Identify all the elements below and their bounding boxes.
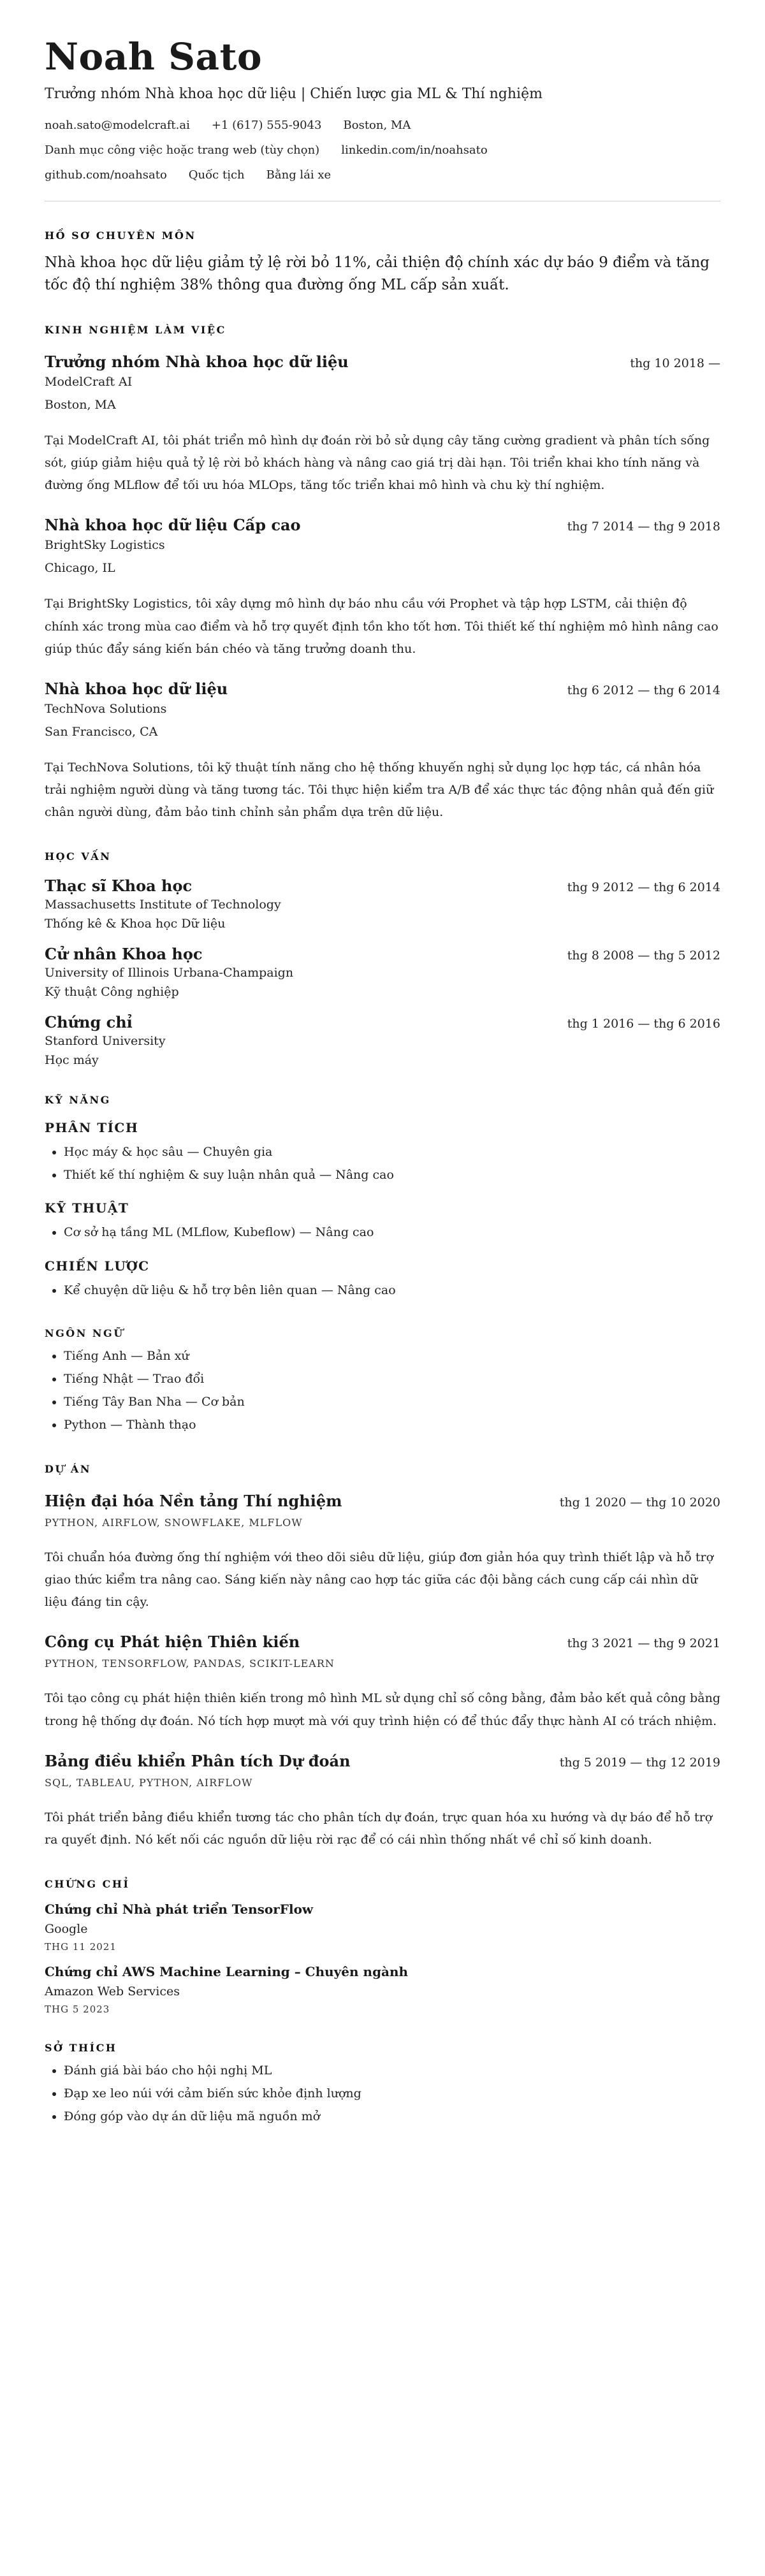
school-name: University of Illinois Urbana-Champaign <box>45 966 294 980</box>
section-title: HỒ SƠ CHUYÊN MÔN <box>45 229 196 242</box>
job-description: Tại ModelCraft AI, tôi phát triển mô hình dự đoán rời bỏ sử dụng cây tăng cường gradient và phân tích sống sót, giúp giảm hiệu quả tỷ lệ rời bỏ khách hàng và nâng cao giá trị dài hạn. Tôi triển khai kho tính năng và đường ống MLflow để tối ưu hóa MLOps, tăng tốc triển khai mô hình và chu kỳ thí nghiệm. <box>45 433 710 493</box>
contact-row <box>45 168 720 182</box>
certification-issuer: Amazon Web Services <box>45 1984 180 1998</box>
project-date: thg 5 2019 — thg 12 2019 <box>559 1755 720 1770</box>
interest-item: • Đóng góp vào dự án dữ liệu mã nguồn mở <box>64 2105 720 2128</box>
company-name: TechNova Solutions <box>45 701 167 716</box>
interest-item: • Đạp xe leo núi với cảm biến sức khỏe định lượng <box>64 2082 720 2105</box>
experience-section <box>45 324 720 824</box>
summary-text: Nhà khoa học dữ liệu giảm tỷ lệ rời bỏ 11%, cải thiện độ chính xác dự báo 9 điểm và tăng tốc độ thí nghiệm 38% thông qua đường ống ML cấp sản xuất. <box>45 254 710 294</box>
certification-entry <box>45 1964 720 2015</box>
skill-item: • Kể chuyện dữ liệu & hỗ trợ bên liên quan — Nâng cao <box>64 1279 720 1302</box>
project-date: thg 1 2020 — thg 10 2020 <box>559 1495 720 1510</box>
degree-title: Cử nhân Khoa học <box>45 945 203 964</box>
job-description: Tại BrightSky Logistics, tôi xây dựng mô hình dự báo nhu cầu với Prophet và tập hợp LSTM, cải thiện độ chính xác trong mùa cao điểm và hỗ trợ quyết định tồn kho tốt hơn. Tôi thiết kế thí nghiệm mô hình nâng cao giúp thúc đẩy sáng kiến bán chéo và tăng trưởng doanh thu. <box>45 597 718 656</box>
education-date: thg 9 2012 — thg 6 2014 <box>567 880 720 895</box>
contact-driving-license: Bằng lái xe <box>266 168 332 182</box>
contact-email[interactable]: noah.sato@modelcraft.ai <box>45 118 190 132</box>
skill-item: • Thiết kế thí nghiệm & suy luận nhân quả — Nâng cao <box>64 1163 720 1186</box>
skill-list <box>45 1140 720 1186</box>
language-item: • Tiếng Nhật — Trao đổi <box>64 1367 720 1390</box>
certification-issuer: Google <box>45 1921 88 1936</box>
contact-linkedin[interactable]: linkedin.com/in/noahsato <box>341 143 488 157</box>
job-date: thg 10 2018 — <box>630 356 720 370</box>
job-location: San Francisco, CA <box>45 724 158 739</box>
job-location: Chicago, IL <box>45 561 115 576</box>
study-field: Thống kê & Khoa học Dữ liệu <box>45 917 226 931</box>
skill-item: • Học máy & học sâu — Chuyên gia <box>64 1140 720 1163</box>
job-date: thg 7 2014 — thg 9 2018 <box>567 520 720 534</box>
certifications-section <box>45 1878 720 2015</box>
section-title: KINH NGHIỆM LÀM VIỆC <box>45 323 226 336</box>
certification-entry <box>45 1902 720 1953</box>
section-title: CHỨNG CHỈ <box>45 1877 130 1890</box>
experience-entry <box>45 516 720 660</box>
section-title: SỞ THÍCH <box>45 2041 117 2054</box>
certification-name: Chứng chỉ Nhà phát triển TensorFlow <box>45 1901 314 1917</box>
company-name: ModelCraft AI <box>45 374 133 389</box>
study-field: Học máy <box>45 1053 99 1068</box>
project-tech-stack: PYTHON, TENSORFLOW, PANDAS, SCIKIT-LEARN <box>45 1657 335 1670</box>
section-title: HỌC VẤN <box>45 850 112 863</box>
contact-phone[interactable]: +1 (617) 555-9043 <box>211 118 322 132</box>
project-description: Tôi chuẩn hóa đường ống thí nghiệm với theo dõi siêu dữ liệu, giúp đơn giản hóa quy trình thiết lập và hỗ trợ giao thức kiểm tra nâng cao. Sáng kiến này nâng cao hợp tác giữa các đội bằng cách cung cấp cái nhìn dữ liệu đáng tin cậy. <box>45 1550 714 1610</box>
job-title: Nhà khoa học dữ liệu <box>45 679 228 698</box>
section-title: DỰ ÁN <box>45 1462 91 1475</box>
project-entry <box>45 1633 720 1732</box>
project-tech-stack: SQL, TABLEAU, PYTHON, AIRFLOW <box>45 1776 253 1789</box>
contact-nationality: Quốc tịch <box>188 168 245 182</box>
project-entry <box>45 1752 720 1851</box>
education-entry <box>45 945 720 999</box>
study-field: Kỹ thuật Công nghiệp <box>45 985 179 1000</box>
languages-title: NGÔN NGỮ <box>45 1327 124 1339</box>
experience-entry <box>45 353 720 497</box>
summary-section <box>45 229 720 297</box>
candidate-headline: Trưởng nhóm Nhà khoa học dữ liệu | Chiến lược gia ML & Thí nghiệm <box>45 85 543 102</box>
contact-row <box>45 143 720 157</box>
resume-header <box>45 36 720 201</box>
skill-category-title: KỸ THUẬT <box>45 1200 129 1216</box>
project-entry <box>45 1492 720 1613</box>
certification-date: THG 11 2021 <box>45 1940 117 1953</box>
projects-section <box>45 1463 720 1851</box>
section-title: KỸ NĂNG <box>45 1094 111 1107</box>
contact-portfolio[interactable]: Danh mục công việc hoặc trang web (tùy chọn) <box>45 143 320 157</box>
school-name: Massachusetts Institute of Technology <box>45 898 281 912</box>
job-location: Boston, MA <box>45 397 116 412</box>
job-title: Trưởng nhóm Nhà khoa học dữ liệu <box>45 352 349 371</box>
education-date: thg 1 2016 — thg 6 2016 <box>567 1017 720 1031</box>
education-entry <box>45 1013 720 1067</box>
certification-name: Chứng chỉ AWS Machine Learning – Chuyên ngành <box>45 1963 409 1979</box>
skill-category-title: PHÂN TÍCH <box>45 1120 139 1136</box>
language-list <box>45 1344 720 1436</box>
project-tech-stack: PYTHON, AIRFLOW, SNOWFLAKE, MLFLOW <box>45 1516 303 1529</box>
experience-entry <box>45 680 720 824</box>
interests-section <box>45 2042 720 2128</box>
contact-location: Boston, MA <box>343 118 411 132</box>
skill-list <box>45 1221 720 1244</box>
job-title: Nhà khoa học dữ liệu Cấp cao <box>45 516 301 535</box>
education-section <box>45 850 720 1067</box>
interest-item: • Đánh giá bài báo cho hội nghị ML <box>64 2059 720 2082</box>
candidate-name: Noah Sato <box>45 35 263 78</box>
job-description: Tại TechNova Solutions, tôi kỹ thuật tính năng cho hệ thống khuyến nghị sử dụng lọc hợp tác, cá nhân hóa trải nghiệm người dùng và tăng tương tác. Tôi thực hiện kiểm tra A/B để xác thực tác động nhân quả đến giữ chân người dùng, đảm bảo tinh chỉnh sản phẩm dựa trên dữ liệu. <box>45 760 714 820</box>
contact-github[interactable]: github.com/noahsato <box>45 168 167 182</box>
language-item: • Tiếng Anh — Bản xứ <box>64 1344 720 1367</box>
skill-list <box>45 1279 720 1302</box>
project-name: Công cụ Phát hiện Thiên kiến <box>45 1633 300 1652</box>
project-description: Tôi tạo công cụ phát hiện thiên kiến trong mô hình ML sử dụng chỉ số công bằng, đảm bảo kết quả công bằng trong hệ thống dự đoán. Nó tích hợp mượt mà với quy trình hiện có để thúc đẩy thực hành AI có trách nhiệm. <box>45 1691 720 1728</box>
company-name: BrightSky Logistics <box>45 538 165 553</box>
school-name: Stanford University <box>45 1034 166 1049</box>
education-date: thg 8 2008 — thg 5 2012 <box>567 949 720 963</box>
language-item: • Python — Thành thạo <box>64 1413 720 1436</box>
contact-row <box>45 119 720 132</box>
project-name: Hiện đại hóa Nền tảng Thí nghiệm <box>45 1491 342 1510</box>
interest-list <box>45 2059 720 2128</box>
skill-category-title: CHIẾN LƯỢC <box>45 1258 150 1274</box>
project-date: thg 3 2021 — thg 9 2021 <box>567 1636 720 1651</box>
skills-section <box>45 1094 720 1436</box>
language-item: • Tiếng Tây Ban Nha — Cơ bản <box>64 1390 720 1413</box>
degree-title: Chứng chỉ <box>45 1013 133 1032</box>
project-name: Bảng điều khiển Phân tích Dự đoán <box>45 1751 351 1770</box>
project-description: Tôi phát triển bảng điều khiển tương tác cho phân tích dự đoán, trực quan hóa xu hướng và dự báo để hỗ trợ ra quyết định. Nó kết nối các nguồn dữ liệu rời rạc để có cái nhìn thống nhất về chỉ số kinh doanh. <box>45 1810 713 1847</box>
certification-date: THG 5 2023 <box>45 2003 110 2015</box>
job-date: thg 6 2012 — thg 6 2014 <box>567 683 720 697</box>
skill-item: • Cơ sở hạ tầng ML (MLflow, Kubeflow) — Nâng cao <box>64 1221 720 1244</box>
education-entry <box>45 877 720 931</box>
degree-title: Thạc sĩ Khoa học <box>45 877 193 896</box>
